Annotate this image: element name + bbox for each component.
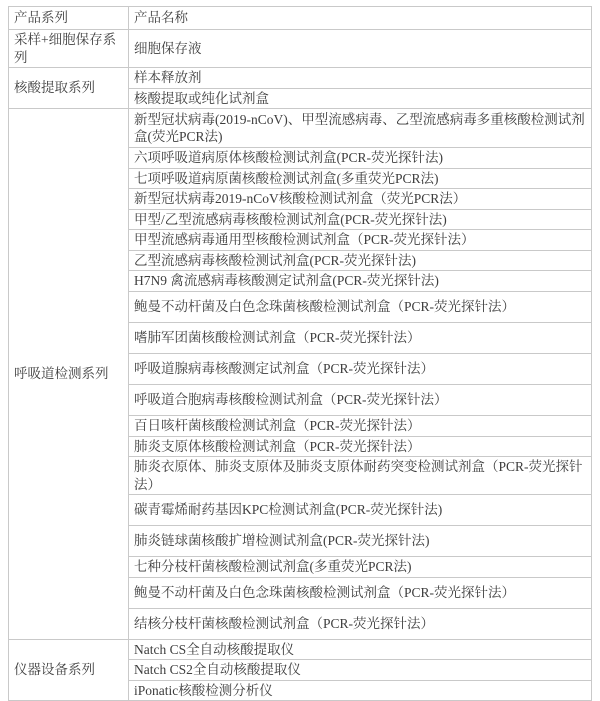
col-header-series: 产品系列 <box>9 7 129 30</box>
product-cell: 鲍曼不动杆菌及白色念珠菌核酸检测试剂盒（PCR-荧光探针法） <box>129 292 592 323</box>
product-cell: 肺炎衣原体、肺炎支原体及肺炎支原体耐药突变检测试剂盒（PCR-荧光探针法） <box>129 457 592 495</box>
product-cell: 七项呼吸道病原菌核酸检测试剂盒(多重荧光PCR法) <box>129 168 592 189</box>
product-cell: 乙型流感病毒核酸检测试剂盒(PCR-荧光探针法) <box>129 250 592 271</box>
product-cell: Natch CS全自动核酸提取仪 <box>129 639 592 660</box>
product-cell: 新型冠状病毒2019-nCoV核酸检测试剂盒（荧光PCR法） <box>129 189 592 210</box>
product-cell: 结核分枝杆菌核酸检测试剂盒（PCR-荧光探针法） <box>129 608 592 639</box>
series-cell-respiratory: 呼吸道检测系列 <box>9 109 129 640</box>
table-row <box>9 109 592 148</box>
product-cell: 核酸提取或纯化试剂盒 <box>129 88 592 109</box>
product-cell: 六项呼吸道病原体核酸检测试剂盒(PCR-荧光探针法) <box>129 148 592 169</box>
table-row <box>9 68 592 89</box>
product-cell: 呼吸道腺病毒核酸测定试剂盒（PCR-荧光探针法） <box>129 354 592 385</box>
col-header-product: 产品名称 <box>129 7 592 30</box>
product-cell: 鲍曼不动杆菌及白色念珠菌核酸检测试剂盒（PCR-荧光探针法） <box>129 577 592 608</box>
product-cell: 百日咳杆菌核酸检测试剂盒（PCR-荧光探针法） <box>129 416 592 437</box>
product-cell: 呼吸道合胞病毒核酸检测试剂盒（PCR-荧光探针法） <box>129 385 592 416</box>
product-cell: iPonatic核酸检测分析仪 <box>129 680 592 701</box>
table-row <box>9 639 592 660</box>
product-cell: 细胞保存液 <box>129 30 592 68</box>
product-cell: 甲型流感病毒通用型核酸检测试剂盒（PCR-荧光探针法） <box>129 230 592 251</box>
product-cell: Natch CS2全自动核酸提取仪 <box>129 660 592 681</box>
product-table <box>8 6 592 701</box>
table-header-row <box>9 7 592 30</box>
series-cell-instruments: 仪器设备系列 <box>9 639 129 701</box>
table-row <box>9 30 592 68</box>
product-cell: H7N9 禽流感病毒核酸测定试剂盒(PCR-荧光探针法) <box>129 271 592 292</box>
product-cell: 甲型/乙型流感病毒核酸检测试剂盒(PCR-荧光探针法) <box>129 209 592 230</box>
product-cell: 碳青霉烯耐药基因KPC检测试剂盒(PCR-荧光探针法) <box>129 495 592 526</box>
product-cell: 样本释放剂 <box>129 68 592 89</box>
product-cell: 新型冠状病毒(2019-nCoV)、甲型流感病毒、乙型流感病毒多重核酸检测试剂盒(荧光PCR法) <box>129 109 592 148</box>
series-cell-sampling: 采样+细胞保存系列 <box>9 30 129 68</box>
product-cell: 肺炎链球菌核酸扩增检测试剂盒(PCR-荧光探针法) <box>129 526 592 557</box>
product-cell: 肺炎支原体核酸检测试剂盒（PCR-荧光探针法） <box>129 436 592 457</box>
product-cell: 嗜肺军团菌核酸检测试剂盒（PCR-荧光探针法） <box>129 323 592 354</box>
product-cell: 七种分枝杆菌核酸检测试剂盒(多重荧光PCR法) <box>129 557 592 578</box>
series-cell-extraction: 核酸提取系列 <box>9 68 129 109</box>
